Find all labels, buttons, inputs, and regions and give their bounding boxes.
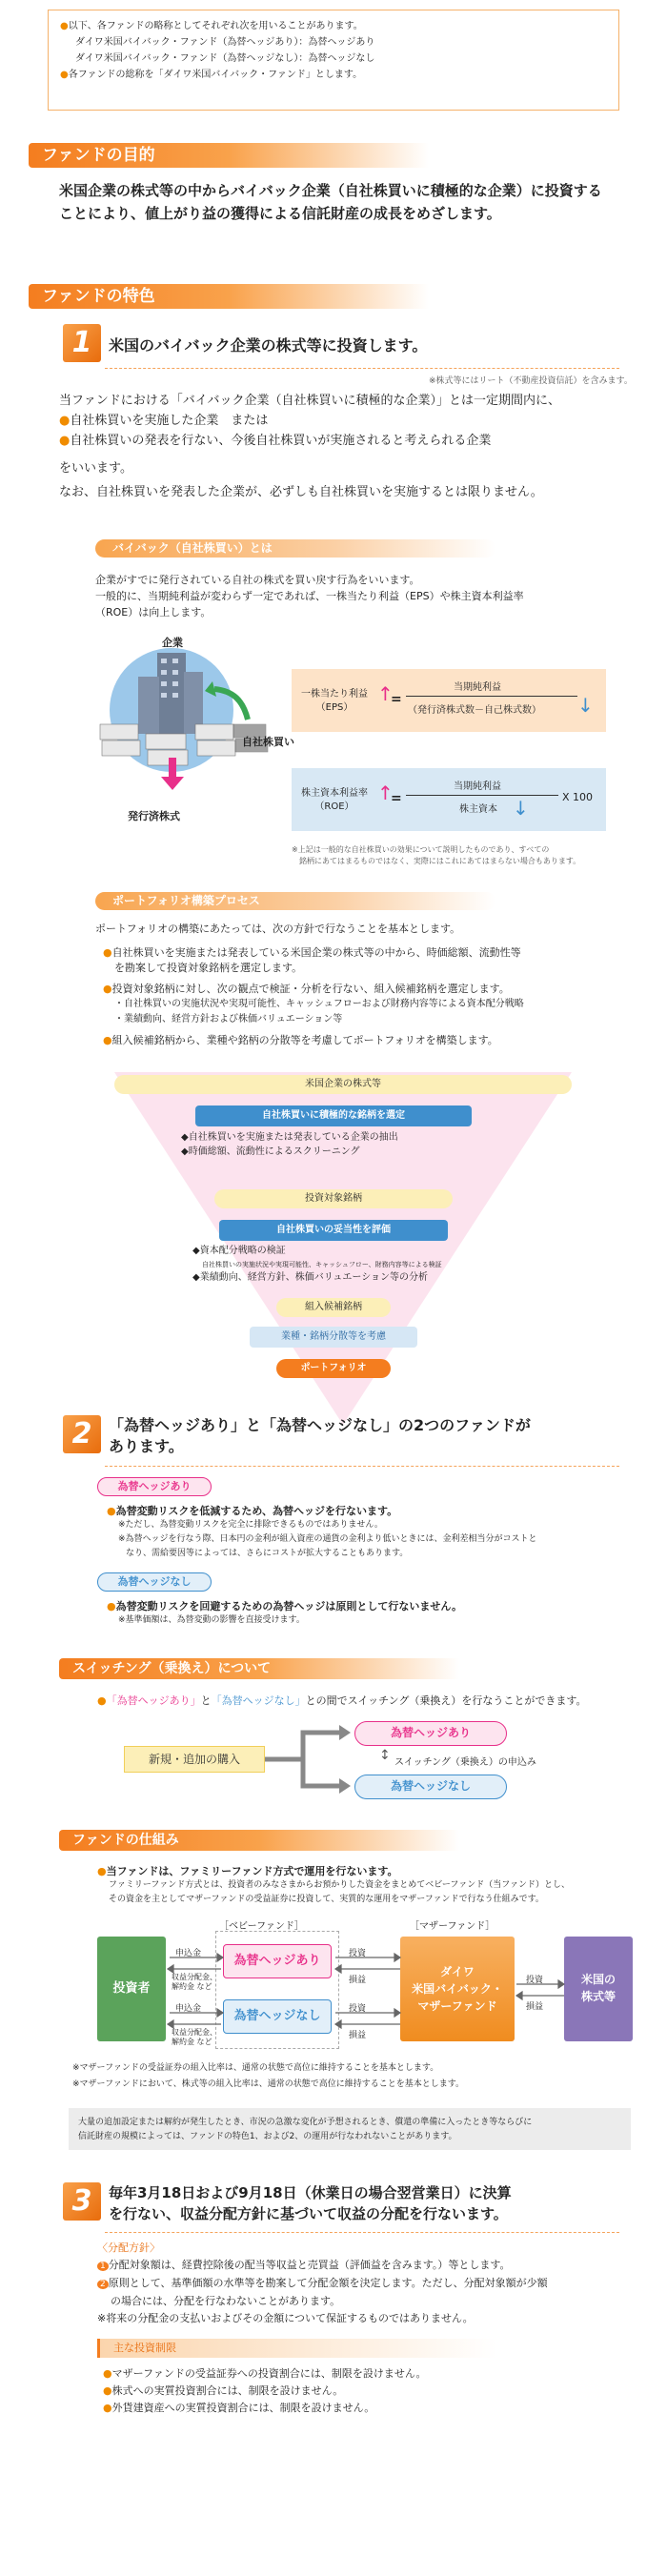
flow-label: 投資 — [526, 1976, 544, 1985]
flow-label: 投資 — [349, 2004, 367, 2014]
text-line: ダイワ — [440, 1965, 475, 1978]
roe-label: 株主資本利益率 — [301, 788, 368, 799]
multiplier: X 100 — [562, 791, 594, 803]
text-line: ※将来の分配金の支払いおよびその金額について保証するものではありません。 — [97, 2312, 474, 2324]
eps-denominator: （発行済株式数－自己株式数） — [408, 705, 541, 716]
bullet-icon: ● — [59, 434, 71, 448]
bullet-icon: ● — [103, 983, 112, 995]
company-illustration — [91, 634, 281, 824]
circle-number-1: 1 — [97, 2262, 109, 2271]
flow-label: 申込金 — [175, 1949, 202, 1958]
fraction-line — [406, 795, 558, 796]
text-line: 米国バイバック・ — [412, 1982, 503, 1996]
baby-hedge-on: 為替ヘッジあり — [223, 1944, 332, 1978]
feature-1-note: ※株式等にはリート（不動産投資信託）を含みます。 — [429, 376, 633, 386]
text-fragment: と — [200, 1694, 212, 1707]
text-line: ・業績動向、経営方針および株価バリュエーション等 — [114, 1014, 343, 1024]
text-line: なお、自社株買いを発表した企業が、必ずしも自社株買いを実施するとは限りません。 — [59, 485, 543, 499]
text-line: 解約金 など — [172, 2038, 212, 2046]
roe-numerator: 当期純利益 — [454, 781, 501, 792]
text-line: ◆時価総額、流動性によるスクリーニング — [181, 1146, 360, 1157]
buyback-text — [95, 572, 629, 620]
intro-line: ダイワ米国バイバック・ファンド（為替ヘッジあり）：為替ヘッジあり — [75, 37, 375, 48]
buyback-illustration — [91, 634, 281, 824]
up-arrow-icon: ↑ — [377, 781, 394, 804]
text-line: ・自社株買いの実施状況や実現可能性、キャッシュフローおよび財務内容等による資本配分戦略 — [114, 999, 524, 1009]
roe-box — [292, 768, 606, 831]
divider — [105, 1466, 619, 1467]
mechanism-header: ファンドの仕組み — [59, 1830, 459, 1851]
text-line: ※マザーファンドの受益証券の組入比率は、通常の状態で高位に維持することを基本とします。 — [72, 2063, 439, 2073]
text-line: ※上記は一般的な自社株買いの効果について説明したものであり、すべての — [292, 845, 550, 854]
mechanism-text — [97, 1864, 640, 1907]
text-line: 投資対象銘柄に対し、次の観点で検証・分析を行ない、組入候補銘柄を選定します。 — [111, 983, 510, 995]
us-stocks-box — [564, 1937, 633, 2041]
text-line: 外貨建資産への実質投資割合には、制限を設けません。 — [111, 2402, 375, 2414]
buyback-header: バイバック（自社株買い）とは — [95, 539, 495, 558]
bullet-icon: ● — [97, 1865, 107, 1877]
feature-1-number: 1 — [63, 324, 101, 362]
flow-label — [172, 2028, 217, 2047]
text-line: 株式等 — [580, 1990, 616, 2003]
text-line: 分配対象額は、経費控除後の配当等収益と売買益（評価益を含みます。）等とします。 — [108, 2259, 511, 2271]
text-line: 自社株買いを実施または発表している米国企業の株式等の中から、時価総額、流動性等 — [111, 946, 521, 959]
bullet-icon: ● — [60, 21, 69, 31]
up-arrow-icon: ↑ — [377, 682, 394, 705]
feature-1-title: 米国のバイバック企業の株式等に投資します。 — [109, 336, 428, 355]
switch-header: スイッチング（乗換え）について — [59, 1658, 459, 1679]
text-line: ※マザーファンドにおいて、株式等の組入比率は、通常の状態で高位に維持することを基本とします。 — [72, 2079, 465, 2089]
funnel-step-4: 自社株買いの妥当性を評価 — [219, 1220, 448, 1241]
intro-line: ダイワ米国バイバック・ファンド（為替ヘッジなし）：為替ヘッジなし — [75, 53, 375, 64]
divider — [105, 368, 619, 369]
equals-sign: = — [391, 791, 402, 806]
investor-box: 投資者 — [97, 1937, 166, 2041]
funnel-step-4-detail — [192, 1245, 442, 1285]
mother-fund-label: ［マザーファンド］ — [410, 1921, 495, 1932]
text-line: ◆資本配分戦略の検証 — [192, 1246, 286, 1256]
text-line: 銘柄にあてはまるものではなく、実際にはこれにあてはまらない場合もあります。 — [299, 857, 581, 865]
flow-label — [172, 1973, 217, 1992]
text-line: ◆自社株買いを実施または発表している企業の抽出 — [181, 1132, 398, 1143]
text-line: 米国の — [580, 1973, 616, 1986]
hedge-on-text — [107, 1504, 640, 1561]
text-line: を行ない、収益分配方針に基づいて収益の分配を行ないます。 — [109, 2205, 508, 2222]
switch-hedge-off: 為替ヘッジなし — [354, 1775, 507, 1799]
switch-hedge-on: 為替ヘッジあり — [354, 1721, 507, 1746]
bullet-icon: ● — [103, 2402, 112, 2414]
flow-label: 申込金 — [175, 2004, 202, 2014]
eps-box — [292, 669, 606, 732]
text-line: 当ファンドは、ファミリーファンド方式で運用を行ないます。 — [106, 1865, 398, 1877]
baby-fund-label: ［ベビーファンド］ — [219, 1921, 304, 1932]
bullet-icon: ● — [107, 1505, 116, 1517]
bullet-icon: ● — [97, 1694, 107, 1707]
funnel-step-6: 業種・銘柄分散等を考慮 — [250, 1327, 417, 1348]
features-header: ファンドの特色 — [29, 284, 429, 309]
investment-limits-header: 主な投資制限 — [97, 2339, 497, 2358]
bullet-icon: ● — [60, 70, 69, 80]
circle-number-2: 2 — [97, 2280, 109, 2289]
text-line: ◆業績動向、経営方針、株価バリュエーション等の分析 — [192, 1272, 428, 1283]
eps-numerator: 当期純利益 — [454, 682, 501, 693]
purpose-text: 米国企業の株式等の中からバイバック企業（自社株買いに積極的な企業）に投資することにより、値上がり益の獲得による信託財産の成長をめざします。 — [59, 182, 602, 222]
intro-box — [48, 10, 619, 111]
equals-sign: = — [391, 692, 402, 707]
intro-line: 各ファンドの総称を「ダイワ米国バイバック・ファンド」とします。 — [68, 70, 363, 80]
roe-label: （ROE） — [314, 801, 354, 812]
text-line: 為替変動リスクを低減するため、為替ヘッジを行ないます。 — [115, 1505, 398, 1517]
text-line: マザーファンドの受益証券への投資割合には、制限を設けません。 — [111, 2367, 427, 2380]
hedge-on-ref: 「為替ヘッジあり」 — [106, 1694, 201, 1707]
feature-1-text — [59, 391, 631, 502]
flow-label: 損益 — [349, 1976, 367, 1985]
purpose-header: ファンドの目的 — [29, 143, 429, 168]
text-line: 自社株買いを実施した企業 または — [70, 414, 269, 428]
funnel-step-2: 自社株買いに積極的な銘柄を選定 — [195, 1105, 472, 1126]
funnel-step-7: ポートフォリオ — [276, 1359, 391, 1378]
text-line: を勘案して投資対象銘柄を選定します。 — [114, 962, 303, 974]
fraction-line — [406, 696, 577, 697]
bullet-icon: ● — [59, 414, 71, 428]
text-line: 自社株買いの実施状況や実現可能性、キャッシュフロー、財務内容等による検証 — [202, 1261, 442, 1268]
text-line: ファミリーファンド方式とは、投資者のみなさまからお預かりした資金をまとめてベビーファンド（当ファンド）とし、 — [109, 1880, 571, 1890]
hedge-off-text — [107, 1599, 640, 1628]
distribution-policy — [97, 2240, 640, 2327]
buyback-note — [292, 844, 580, 867]
hedge-on-badge: 為替ヘッジあり — [97, 1477, 212, 1496]
portfolio-bullets — [103, 945, 637, 1048]
eps-label: （EPS） — [315, 702, 354, 713]
flow-label: 投資 — [349, 1949, 367, 1958]
feature-2-number: 2 — [63, 1415, 101, 1453]
bullet-icon: ● — [103, 2384, 112, 2397]
buyback-label: 自社株買い — [242, 736, 294, 748]
company-label: 企業 — [162, 637, 183, 649]
text-line: 信託財産の規模によっては、ファンドの特色1、および2、の運用が行なわれないことがあります。 — [78, 2132, 457, 2141]
bullet-icon: ● — [103, 2367, 112, 2380]
eps-label: 一株当たり利益 — [301, 689, 368, 700]
text-line: 一般的に、当期純利益が変わらず一定であれば、一株当たり利益（EPS）や株主資本利益率 — [95, 590, 524, 602]
text-line: ※為替ヘッジを行なう際、日本円の金利が組入資産の通貨の金利より低いときには、金利差相当分がコストと — [118, 1534, 537, 1544]
text-line: 企業がすでに発行されている自社の株式を買い戻す行為をいいます。 — [95, 574, 420, 586]
portfolio-header: ポートフォリオ構築プロセス — [95, 892, 495, 910]
text-line: （ROE）は向上します。 — [95, 606, 212, 619]
text-line: 為替変動リスクを回避するための為替ヘッジは原則として行ないません。 — [115, 1600, 463, 1613]
text-line: 収益分配金、 — [172, 2028, 217, 2037]
roe-denominator: 株主資本 — [459, 804, 497, 815]
text-line: 原則として、基準価額の水準等を勘案して分配金額を決定します。ただし、分配対象額が少額 — [108, 2277, 548, 2289]
investment-limits — [103, 2365, 427, 2417]
text-line: 自社株買いの発表を行ない、今後自社株買いが実施されると考えられる企業 — [70, 434, 492, 448]
feature-3-title — [109, 2182, 642, 2224]
shares-label: 発行済株式 — [128, 810, 180, 822]
text-line: マザーファンド — [417, 1999, 497, 2013]
text-line: 解約金 など — [172, 1982, 212, 1991]
switch-label: スイッチング（乗換え）の申込み — [394, 1757, 536, 1768]
baby-hedge-off: 為替ヘッジなし — [223, 1999, 332, 2034]
text-line: をいいます。 — [59, 461, 132, 476]
down-arrow-icon: ↓ — [577, 694, 594, 717]
text-line: 毎年3月18日および9月18日（休業日の場合翌営業日）に決算 — [109, 2184, 512, 2201]
text-line: その資金を主としてマザーファンドの受益証券に投資して、実質的な運用をマザーファンドで行なう仕組みです。 — [109, 1895, 544, 1904]
policy-heading: 〈分配方針〉 — [97, 2241, 160, 2254]
flow-label: 損益 — [349, 2031, 367, 2040]
text-line: の場合には、分配を行なわないことがあります。 — [111, 2295, 341, 2307]
text-line: 当ファンドにおける「バイバック企業（自社株買いに積極的な企業）」とは一定期間内に、 — [59, 394, 560, 408]
flow-label: 損益 — [526, 2002, 544, 2012]
divider — [105, 2232, 619, 2233]
funnel-step-2-detail — [181, 1130, 398, 1159]
text-line: ※ただし、為替変動リスクを完全に排除できるものではありません。 — [118, 1520, 383, 1530]
text-fragment: との間でスイッチング（乗換え）を行なうことができます。 — [305, 1694, 587, 1707]
swap-arrow-icon: ↕ — [379, 1748, 391, 1763]
bullet-icon: ● — [103, 1034, 112, 1046]
text-line: ※基準価額は、為替変動の影響を直接受けます。 — [118, 1615, 305, 1625]
text-line: なり、需給要因等によっては、さらにコストが拡大することもあります。 — [126, 1549, 409, 1558]
down-arrow-icon: ↓ — [513, 797, 529, 820]
text-line: あります。 — [109, 1437, 184, 1455]
text-line: 大量の追加設定または解約が発生したとき、市況の急激な変化が予想されるとき、償還の準備に入ったとき等ならびに — [78, 2118, 533, 2127]
switch-line — [97, 1693, 587, 1708]
portfolio-intro: ポートフォリオの構築にあたっては、次の方針で行なうことを基本とします。 — [95, 923, 461, 935]
hedge-off-ref: 「為替ヘッジなし」 — [211, 1694, 306, 1707]
bullet-icon: ● — [107, 1600, 116, 1613]
intro-line: 以下、各ファンドの略称としてそれぞれ次を用いることがあります。 — [68, 21, 363, 31]
switch-arrows — [265, 1721, 351, 1797]
mechanism-notes — [72, 2060, 464, 2093]
mechanism-warning-box — [69, 2108, 631, 2150]
funnel-step-3: 投資対象銘柄 — [214, 1189, 453, 1208]
feature-2-title — [109, 1415, 623, 1457]
funnel-step-5: 組入候補銘柄 — [276, 1298, 391, 1317]
text-line: 株式への実質投資割合には、制限を設けません。 — [111, 2384, 344, 2397]
feature-3-number: 3 — [63, 2182, 101, 2221]
bullet-icon: ● — [103, 946, 112, 959]
text-line: 「為替ヘッジあり」と「為替ヘッジなし」の2つのファンドが — [109, 1416, 531, 1434]
text-line: 組入候補銘柄から、業種や銘柄の分散等を考慮してポートフォリオを構築します。 — [111, 1034, 498, 1046]
new-purchase-box: 新規・追加の購入 — [124, 1746, 265, 1773]
funnel-step-1: 米国企業の株式等 — [114, 1075, 572, 1094]
text-line: 収益分配金、 — [172, 1973, 217, 1981]
hedge-off-badge: 為替ヘッジなし — [97, 1572, 212, 1592]
